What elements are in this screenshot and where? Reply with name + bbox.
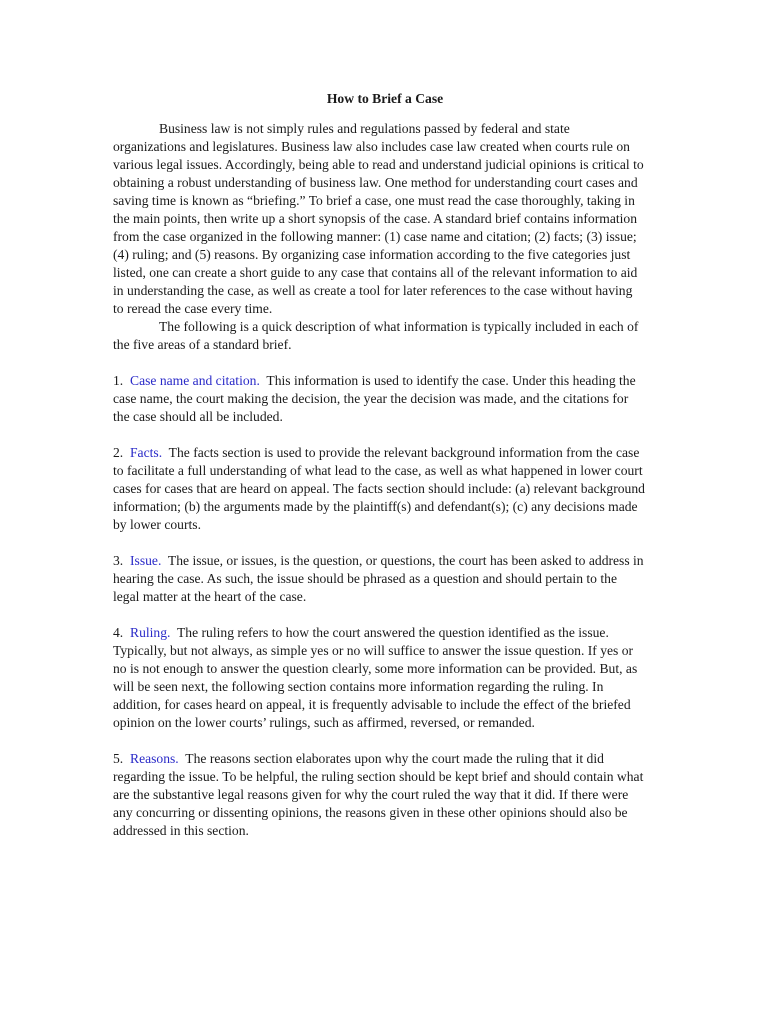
section-case-name xyxy=(113,372,645,426)
section-ruling xyxy=(113,624,645,732)
intro-paragraph-2: The following is a quick description of what information is typically included in each of the five areas of a standard brief. xyxy=(113,319,639,352)
section-heading-case-name: Case name and citation. xyxy=(130,373,260,388)
section-text: The issue, or issues, is the question, or questions, the court has been asked to address in hearing the case. As such, the issue should be phrased as a question and should pertain to the legal matter at the heart of the case. xyxy=(113,553,644,604)
section-text: This information is used to identify the case. Under this heading the case name, the court making the decision, the year the decision was made, and the citations for the case should all be included. xyxy=(113,373,636,424)
section-heading-reasons: Reasons. xyxy=(130,751,179,766)
section-facts xyxy=(113,444,645,534)
section-issue xyxy=(113,552,645,606)
section-text: The reasons section elaborates upon why the court made the ruling that it did regarding the issue. To be helpful, the ruling section should be kept brief and should contain what are the substantive legal reasons given for why the court ruled the way that it did. If there were any concurring or dissenting opinions, the reasons given in these other opinions should also be addressed in this section. xyxy=(113,751,644,838)
section-number: 3. xyxy=(113,553,124,568)
section-number: 4. xyxy=(113,625,124,640)
section-text: The facts section is used to provide the relevant background information from the case to facilitate a full understanding of what lead to the case, as well as what happened in lower court cases for cases that are heard on appeal. The facts section should include: (a) relevant background information; (b) the arguments made by the plaintiff(s) and defendant(s); (c) any decisions made by lower courts. xyxy=(113,445,645,532)
section-heading-facts: Facts. xyxy=(130,445,163,460)
section-reasons xyxy=(113,750,645,840)
section-heading-ruling: Ruling. xyxy=(130,625,171,640)
section-heading-issue: Issue. xyxy=(130,553,162,568)
section-number: 2. xyxy=(113,445,124,460)
section-number: 5. xyxy=(113,751,124,766)
document-page xyxy=(113,90,645,840)
section-number: 1. xyxy=(113,373,124,388)
document-title: How to Brief a Case xyxy=(326,91,444,106)
section-text: The ruling refers to how the court answered the question identified as the issue. Typically, but not always, as simple yes or no will suffice to answer the issue question. If yes or no is not enough to answer the question clearly, some more information can be provided. But, as will be seen next, the following section contains more information regarding the ruling. In addition, for cases heard on appeal, it is frequently advisable to include the effect of the briefed opinion on the lower courts’ rulings, such as affirmed, reversed, or remanded. xyxy=(113,625,638,730)
intro-paragraph-1: Business law is not simply rules and regulations passed by federal and state organizations and legislatures. Business law also includes case law created when courts rule on various legal issues. Accordingly, being able to read and understand judicial opinions is critical to obtaining a robust understanding of business law. One method for understanding court cases and saving time is known as “briefing.” To brief a case, one must read the case thoroughly, taking in the main points, then write up a short synopsis of the case. A standard brief contains information from the case organized in the following manner: (1) case name and citation; (2) facts; (3) issue; (4) ruling; and (5) reasons. By organizing case information according to the five categories just listed, one can create a short guide to any case that contains all of the relevant information to aid in understanding the case, as well as create a tool for later references to the case without having to reread the case every time. xyxy=(113,121,644,316)
